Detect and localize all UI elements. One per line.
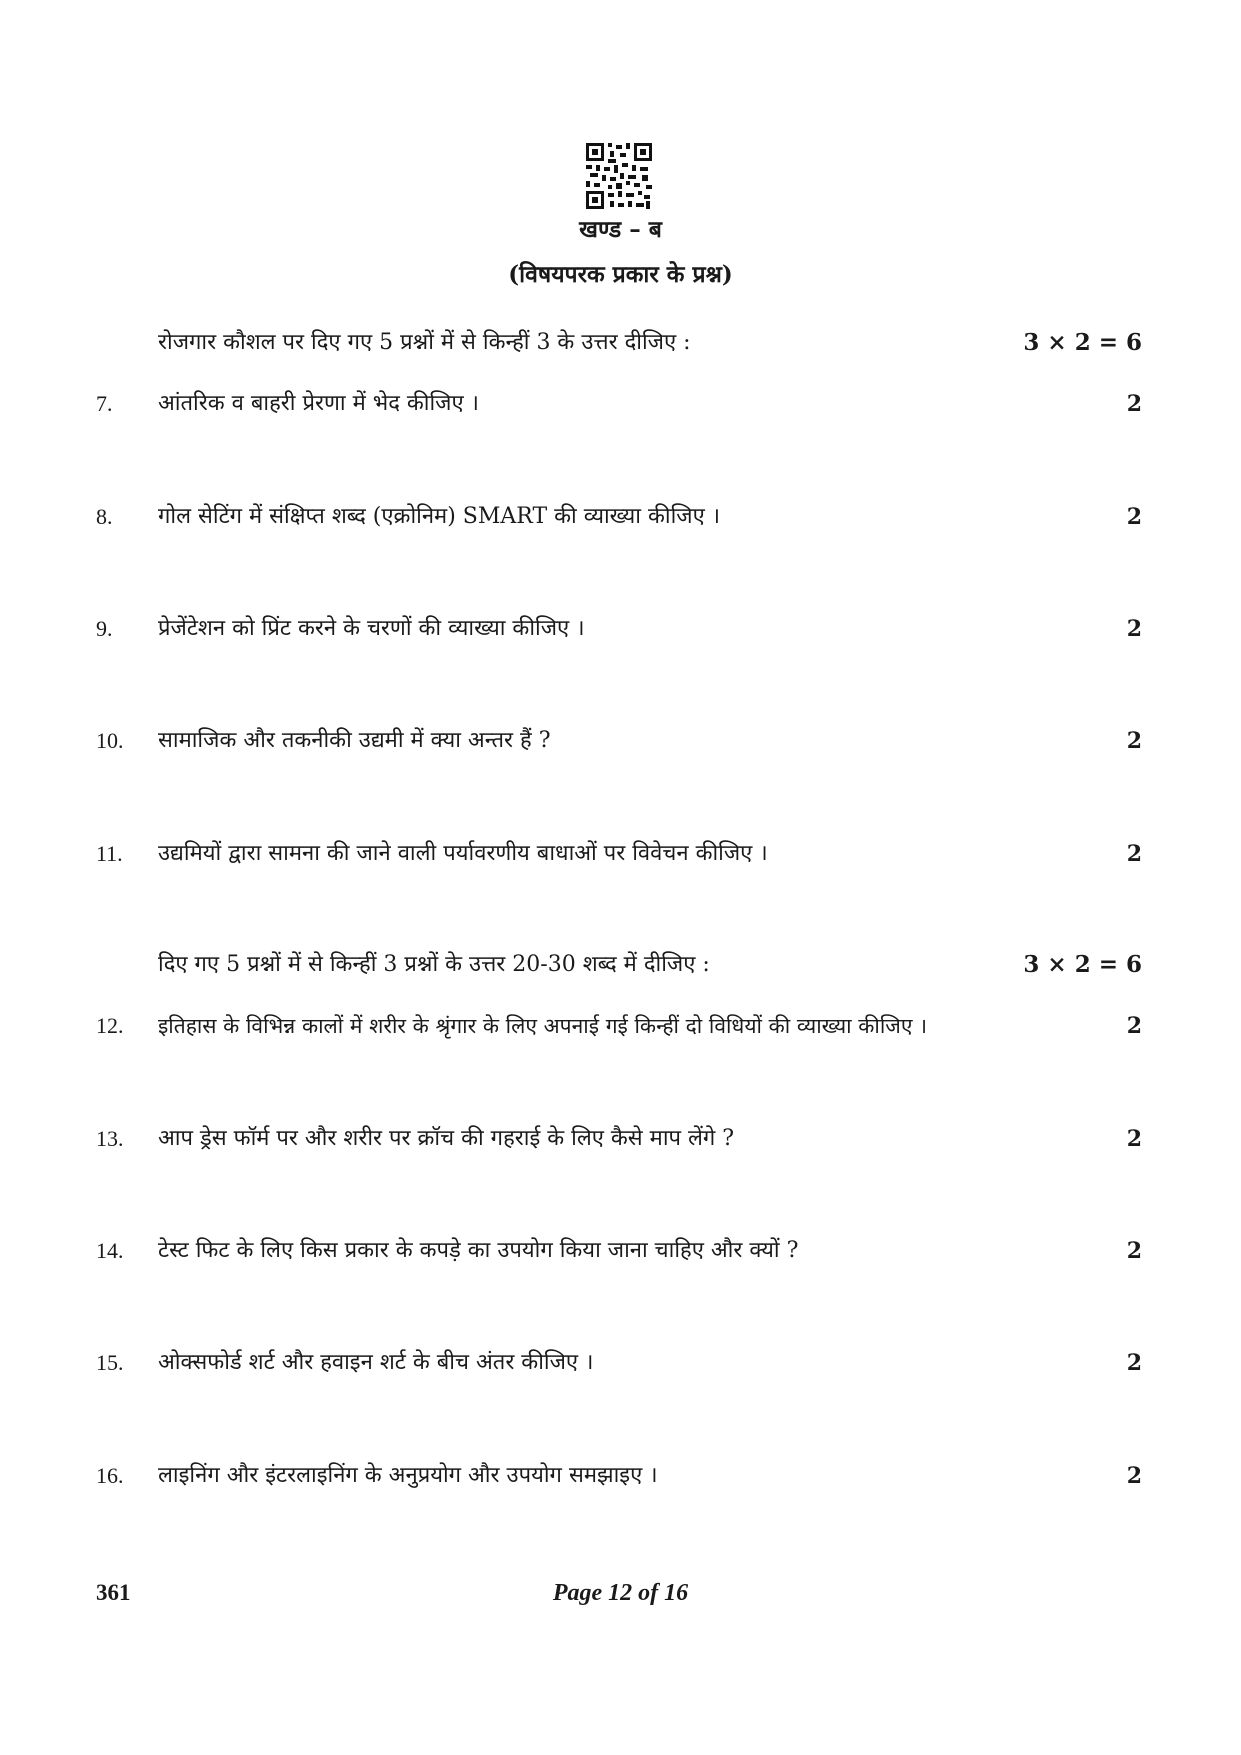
- question-marks: 2: [1126, 728, 1142, 754]
- group2-instruction: दिए गए 5 प्रश्नों में से किन्हीं 3 प्रश्नों के उत्तर 20-30 शब्द में दीजिए :: [158, 952, 710, 977]
- question-marks: 2: [1126, 1238, 1142, 1264]
- question-marks: 2: [1126, 504, 1142, 530]
- question-text: लाइनिंग और इंटरलाइनिंग के अनुप्रयोग और उपयोग समझाइए ।: [158, 1463, 658, 1488]
- question-text: सामाजिक और तकनीकी उद्यमी में क्या अन्तर हैं ?: [158, 728, 551, 753]
- question-number: 7.: [96, 391, 113, 416]
- question-text: ओक्सफोर्ड शर्ट और हवाइन शर्ट के बीच अंतर कीजिए ।: [158, 1350, 594, 1375]
- question-text: आप ड्रेस फॉर्म पर और शरीर पर क्रॉच की गहराई के लिए कैसे माप लेंगे ?: [158, 1126, 735, 1151]
- qr-code: [586, 143, 652, 209]
- question-number: 15.: [96, 1350, 124, 1375]
- group2-marks: 3 × 2 = 6: [1023, 951, 1142, 978]
- question-number: 10.: [96, 728, 124, 753]
- group1-instruction: रोजगार कौशल पर दिए गए 5 प्रश्नों में से किन्हीं 3 के उत्तर दीजिए :: [158, 330, 691, 355]
- question-text: आंतरिक व बाहरी प्रेरणा में भेद कीजिए ।: [158, 391, 479, 416]
- question-text: गोल सेटिंग में संक्षिप्त शब्द (एक्रोनिम) SMART की व्याख्या कीजिए ।: [158, 504, 721, 529]
- question-marks: 2: [1126, 1463, 1142, 1489]
- question-number: 9.: [96, 616, 113, 641]
- question-number: 16.: [96, 1463, 124, 1488]
- question-text: इतिहास के विभिन्न कालों में शरीर के श्रृंगार के लिए अपनाई गई किन्हीं दो विधियों की व्याख्या कीजिए ।: [158, 1014, 928, 1038]
- section-title: खण्ड – ब: [579, 216, 662, 243]
- question-text: उद्यमियों द्वारा सामना की जाने वाली पर्यावरणीय बाधाओं पर विवेचन कीजिए ।: [158, 841, 768, 866]
- question-number: 8.: [96, 504, 113, 529]
- page-number: Page 12 of 16: [552, 1580, 689, 1606]
- question-marks: 2: [1126, 616, 1142, 642]
- question-number: 14.: [96, 1238, 124, 1263]
- section-subtitle: (विषयपरक प्रकार के प्रश्न): [508, 261, 733, 288]
- question-marks: 2: [1126, 841, 1142, 867]
- paper-code: 361: [96, 1580, 131, 1605]
- question-number: 11.: [96, 841, 123, 866]
- question-number: 12.: [96, 1013, 124, 1038]
- question-marks: 2: [1126, 1350, 1142, 1376]
- question-marks: 2: [1126, 1013, 1142, 1039]
- question-number: 13.: [96, 1126, 124, 1151]
- question-marks: 2: [1126, 1126, 1142, 1152]
- group1-marks: 3 × 2 = 6: [1023, 329, 1142, 356]
- question-text: टेस्ट फिट के लिए किस प्रकार के कपड़े का उपयोग किया जाना चाहिए और क्यों ?: [158, 1238, 799, 1263]
- question-text: प्रेजेंटेशन को प्रिंट करने के चरणों की व्याख्या कीजिए ।: [158, 616, 585, 641]
- question-marks: 2: [1126, 391, 1142, 417]
